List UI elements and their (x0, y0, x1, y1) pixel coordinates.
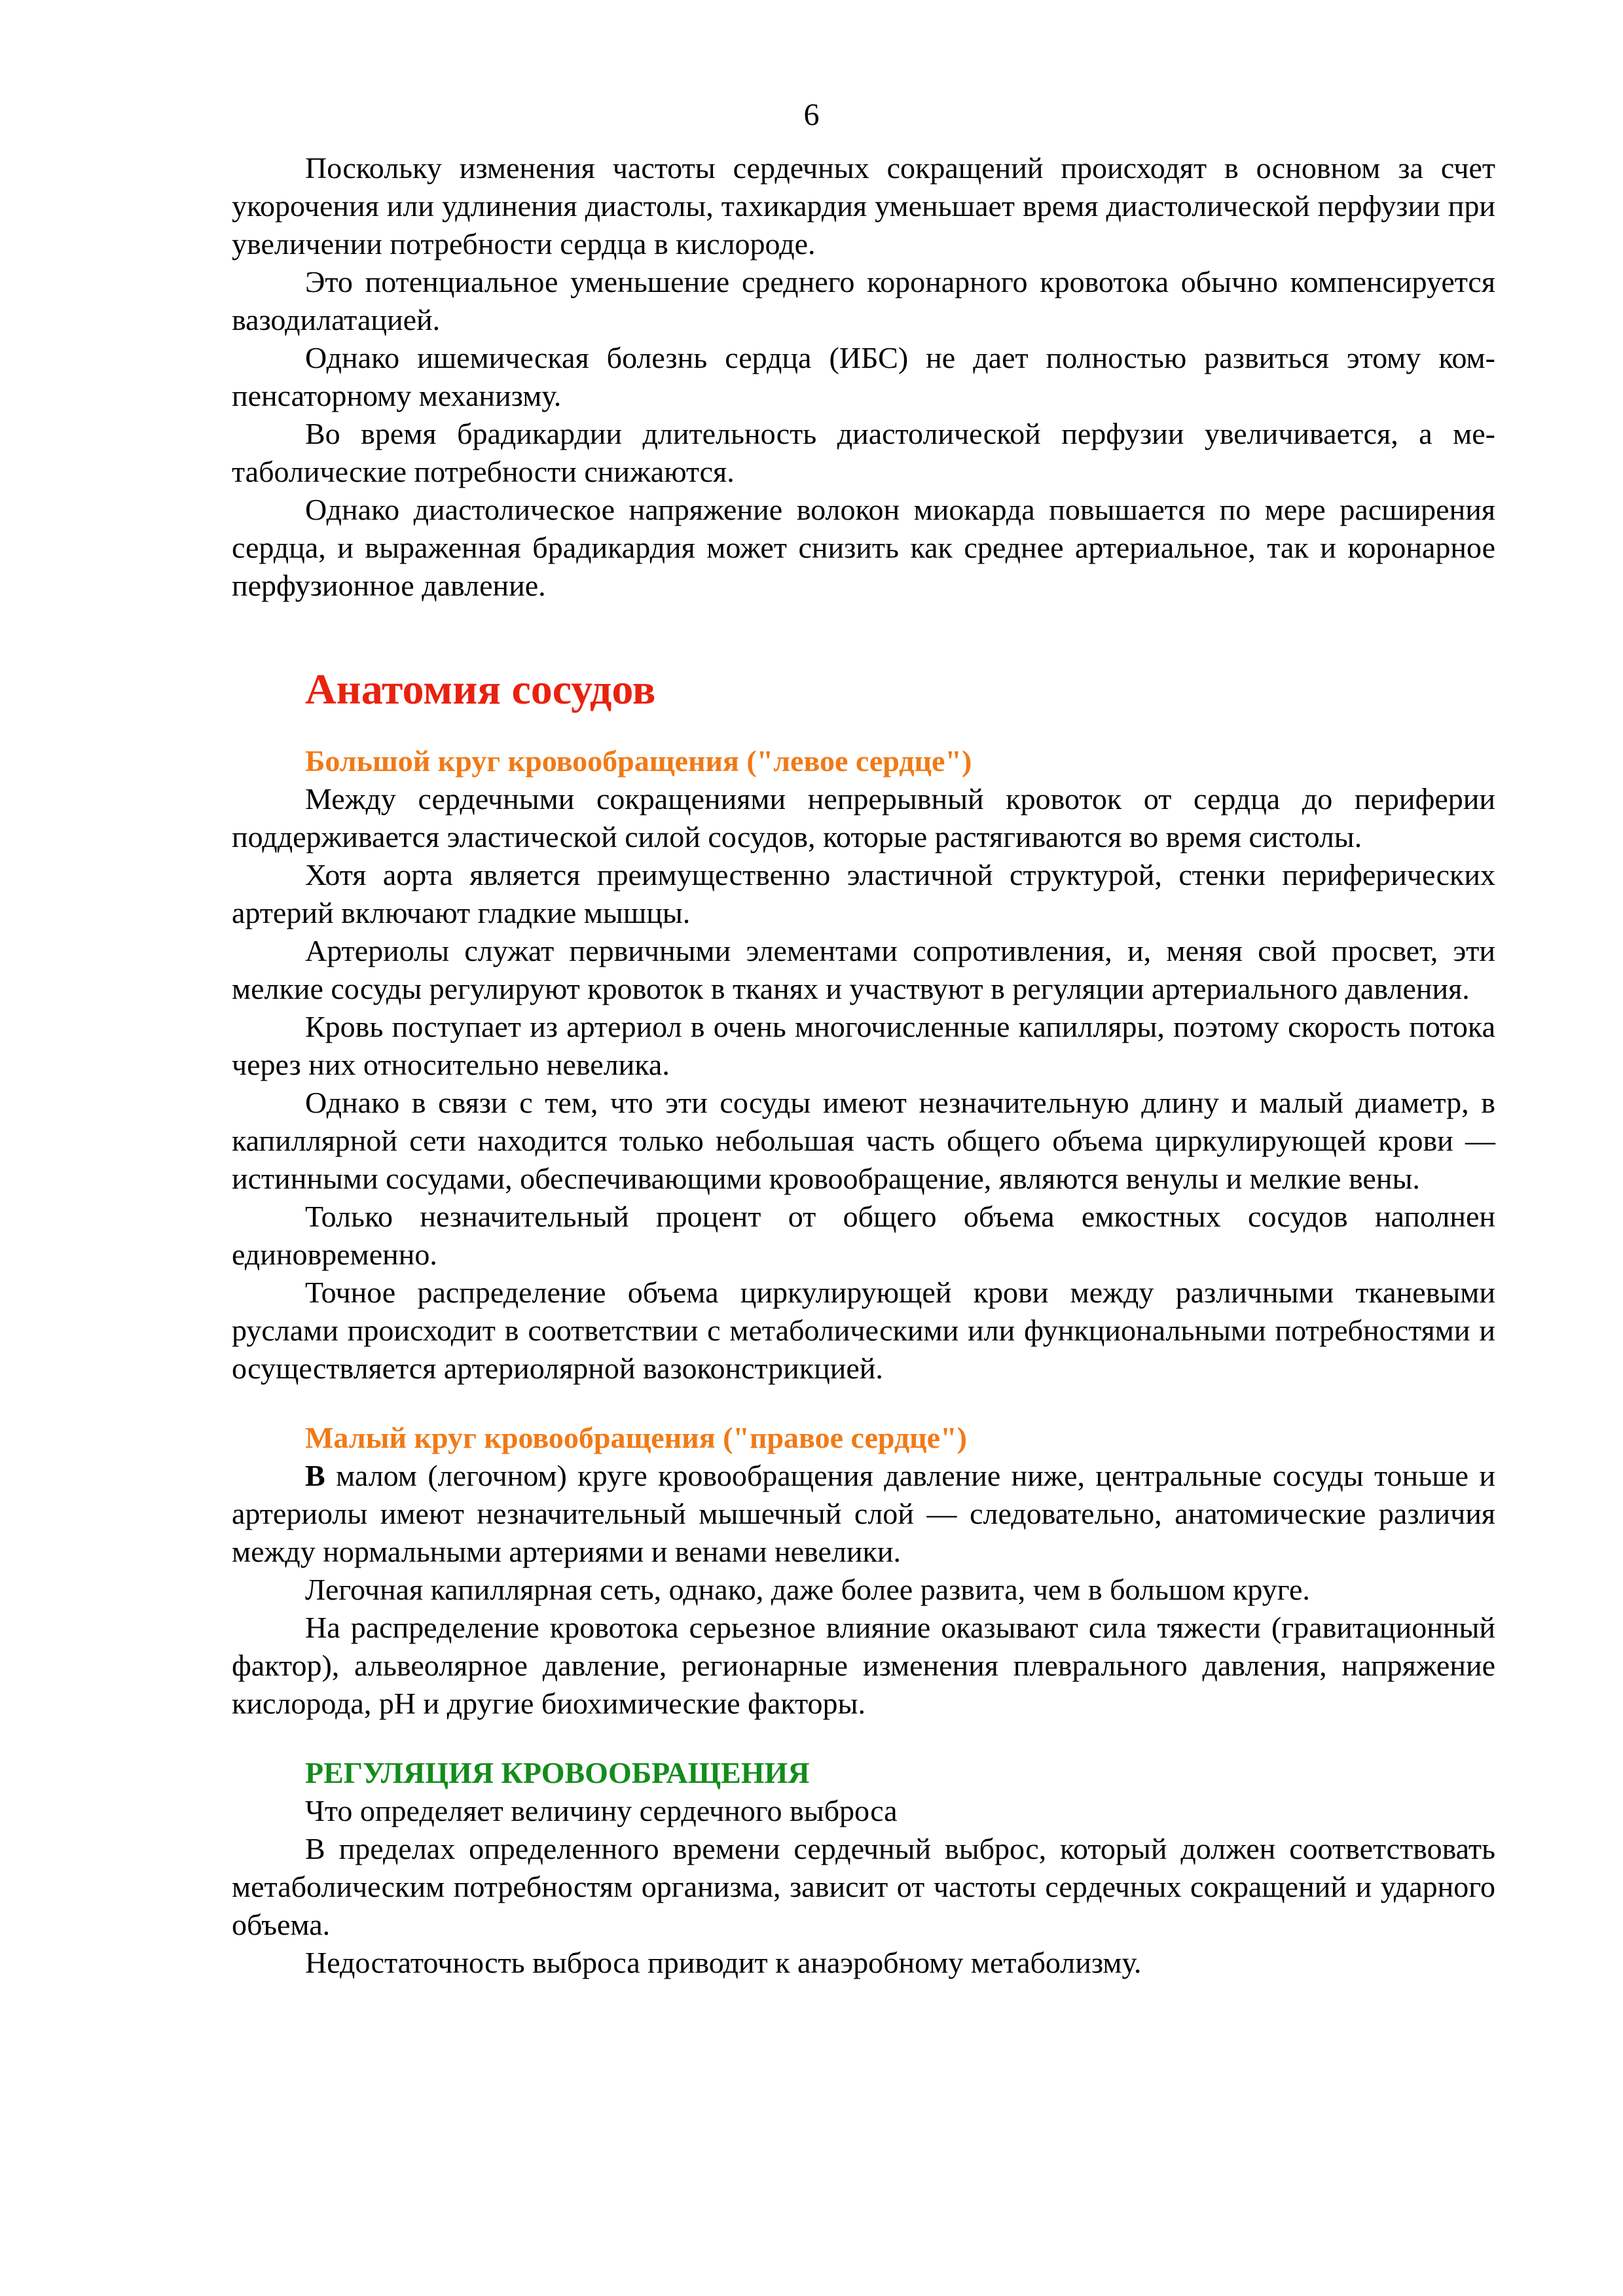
regulation-paragraph: Что определяет величину сердечного выброса (305, 1794, 898, 1827)
page-number: 6 (803, 98, 820, 132)
page-content (232, 149, 1495, 1982)
regulation-paragraph: В пределах определенного времени сердечный выброс, который должен соответствовать метаболическим потребностям организма, зависит от частоты сердечных сокращений и ударного объема. (232, 1832, 1495, 1941)
pulmonary-paragraph (232, 1457, 1495, 1571)
systemic-paragraph: Артериолы служат первичными элементами сопротивления, и, меняя свой просвет, эти мелкие сосуды регулируют кровоток в тканях и участвуют в регуляции артериального давления. (232, 934, 1495, 1005)
section-title-anatomy: Анатомия сосудов (305, 666, 656, 713)
systemic-paragraph: Кровь поступает из артериол в очень многочисленные капилляры, поэтому скорость потока через них относительно невелика. (232, 1010, 1495, 1081)
intro-paragraph: Во время брадикардии длительность диастолической перфузии увеличивается, а метаболические потребности снижаются. (232, 417, 1495, 488)
systemic-paragraph: Однако в связи с тем, что эти сосуды имеют незначительную длину и малый диаметр, в капиллярной сети находится только небольшая часть общего объема циркулирующей крови — истинными сосудами, обеспечивающими кровообращение, являются венулы и мелкие вены. (232, 1086, 1495, 1195)
systemic-paragraph: Только незначительный процент от общего объема емкостных сосудов наполнен единовременно. (232, 1200, 1495, 1271)
drop-cap-letter: В (305, 1459, 325, 1492)
intro-paragraph: Однако диастолическое напряжение волокон миокарда повышается по мере расширения сердца, и выраженная брадикардия может снизить как среднее артериальное, так и коронарное перфузионное давление. (232, 493, 1495, 602)
pulmonary-paragraph: На распределение кровотока серьезное влияние оказывают сила тяжести (гравитационный фактор), альвеолярное давление, регионарные изменения плеврального давления, напряжение кислорода, pH и другие биохимические факторы. (232, 1611, 1495, 1720)
pulmonary-circulation-heading: Малый круг кровообращения ("правое сердце") (305, 1421, 967, 1454)
intro-paragraph: Это потенциальное уменьшение среднего коронарного кровотока обычно компенсируется вазодилатацией. (232, 265, 1495, 336)
regulation-paragraph: Недостаточность выброса приводит к анаэробному метаболизму. (305, 1946, 1142, 1979)
pulmonary-paragraph: Легочная капиллярная сеть, однако, даже более развита, чем в большом круге. (305, 1573, 1310, 1606)
pulmonary-paragraph-text: малом (легочном) круге кровообращения давление ниже, центральные сосуды тоньше и артериолы имеют незначительный мышечный слой — следовательно, анатомические различия между нормальными артериями и венами невелики. (232, 1459, 1495, 1568)
regulation-heading: РЕГУЛЯЦИЯ КРОВООБРАЩЕНИЯ (305, 1756, 810, 1789)
intro-paragraph: Однако ишемическая болезнь сердца (ИБС) не дает полностью развиться этому компенсаторному механизму. (232, 341, 1495, 412)
systemic-circulation-heading: Большой круг кровообращения ("левое сердце") (305, 744, 972, 778)
systemic-paragraph: Точное распределение объема циркулирующей крови между различными тканевыми руслами происходит в соответствии с метаболическими или функциональными потребностями и осуществляется артериолярной вазоконстрикцией. (232, 1276, 1495, 1385)
systemic-paragraph: Хотя аорта является преимущественно эластичной структурой, стенки периферических артерий включают гладкие мышцы. (232, 858, 1495, 929)
systemic-paragraph: Между сердечными сокращениями непрерывный кровоток от сердца до периферии поддерживается эластической силой сосудов, которые растягиваются во время систолы. (232, 782, 1495, 853)
intro-paragraph: Поскольку изменения частоты сердечных сокращений происходят в основном за счет укорочения или удлинения диастолы, тахикардия уменьшает время диастолической перфузии при увеличении потребности сердца в кислороде. (232, 151, 1495, 260)
